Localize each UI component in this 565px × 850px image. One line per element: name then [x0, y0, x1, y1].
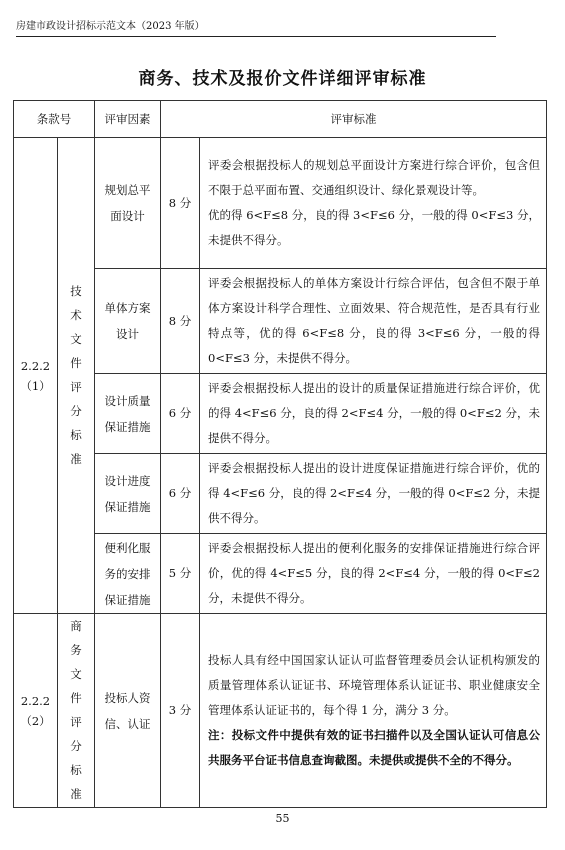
standard-text: 优的得 6<F≤8 分，良的得 3<F≤6 分，一般的得 0<F≤3 分，未提供不得分。: [208, 208, 540, 247]
clause-number: 2.2.2: [20, 358, 51, 373]
score-cell: 8 分: [161, 269, 200, 374]
header-standard: 评审标准: [161, 101, 547, 138]
score-cell: 6 分: [161, 374, 200, 454]
category-cell: [58, 138, 95, 614]
factor-cell: 设计质量保证措施: [95, 374, 161, 454]
category-label: 商务文件评分标准: [70, 619, 82, 801]
table-row: [14, 614, 547, 808]
factor-cell: 设计进度保证措施: [95, 454, 161, 534]
table-header-row: [14, 101, 547, 138]
evaluation-criteria-table: [13, 100, 547, 808]
score-cell: 8 分: [161, 138, 200, 269]
score-cell: 6 分: [161, 454, 200, 534]
standard-cell: [200, 374, 547, 454]
header-factor: 评审因素: [95, 101, 161, 138]
standard-text: 评委会根据投标人的规划总平面设计方案进行综合评价，包含但不限于总平面布置、交通组织设计、绿化景观设计等。: [208, 158, 540, 197]
standard-cell: [200, 138, 547, 269]
standard-cell: [200, 614, 547, 808]
factor-cell: 单体方案设计: [95, 269, 161, 374]
clause-number-cell: [14, 614, 58, 808]
factor-cell: 投标人资信、认证: [95, 614, 161, 808]
standard-text: 评委会根据投标人提出的设计的质量保证措施进行综合评价，优的得 4<F≤6 分，良的得 2<F≤4 分，一般的得 0<F≤2 分，未提供不得分。: [208, 381, 540, 445]
clause-sub-number: （1）: [20, 378, 51, 393]
clause-number-cell: [14, 138, 58, 614]
table-row: [14, 138, 547, 269]
clause-number: 2.2.2: [20, 693, 51, 708]
standard-note: 注：投标文件中提供有效的证书扫描件以及全国认证认可信息公共服务平台证书信息查询截图。未提供或提供不全的不得分。: [208, 728, 540, 767]
category-cell: [58, 614, 95, 808]
standard-cell: [200, 269, 547, 374]
standard-cell: [200, 454, 547, 534]
page-title: 商务、技术及报价文件详细评审标准: [138, 69, 427, 89]
factor-cell: 规划总平面设计: [95, 138, 161, 269]
standard-cell: [200, 534, 547, 614]
category-label: 技术文件评分标准: [70, 284, 82, 466]
page-number: 55: [275, 812, 290, 825]
standard-text: 投标人具有经中国国家认证认可监督管理委员会认证机构颁发的质量管理体系认证证书、环境管理体系认证证书、职业健康安全管理体系认证证书的，每个得 1 分，满分 3 分。: [208, 653, 540, 717]
standard-text: 评委会根据投标人的单体方案设计行综合评估，包含但不限于单体方案设计科学合理性、立面效果、符合规范性，是否具有行业特点等，优的得 6<F≤8 分，良的得 3<F≤6 分，一般的得 0<F≤3 分，未提供不得分。: [208, 276, 540, 365]
standard-text: 评委会根据投标人提出的便利化服务的安排保证措施进行综合评价，优的得 4<F≤5 分，良的得 2<F≤4 分，一般的得 0<F≤2 分，未提供不得分。: [208, 541, 540, 605]
header-clause: 条款号: [14, 101, 95, 138]
factor-cell: 便利化服务的安排保证措施: [95, 534, 161, 614]
standard-text: 评委会根据投标人提出的设计进度保证措施进行综合评价，优的得 4<F≤6 分，良的得 2<F≤4 分，一般的得 0<F≤2 分，未提供不得分。: [208, 461, 540, 525]
running-header: 房建市政设计招标示范文本（2023 年版）: [16, 20, 496, 37]
score-cell: 3 分: [161, 614, 200, 808]
clause-sub-number: （2）: [20, 713, 51, 728]
score-cell: 5 分: [161, 534, 200, 614]
